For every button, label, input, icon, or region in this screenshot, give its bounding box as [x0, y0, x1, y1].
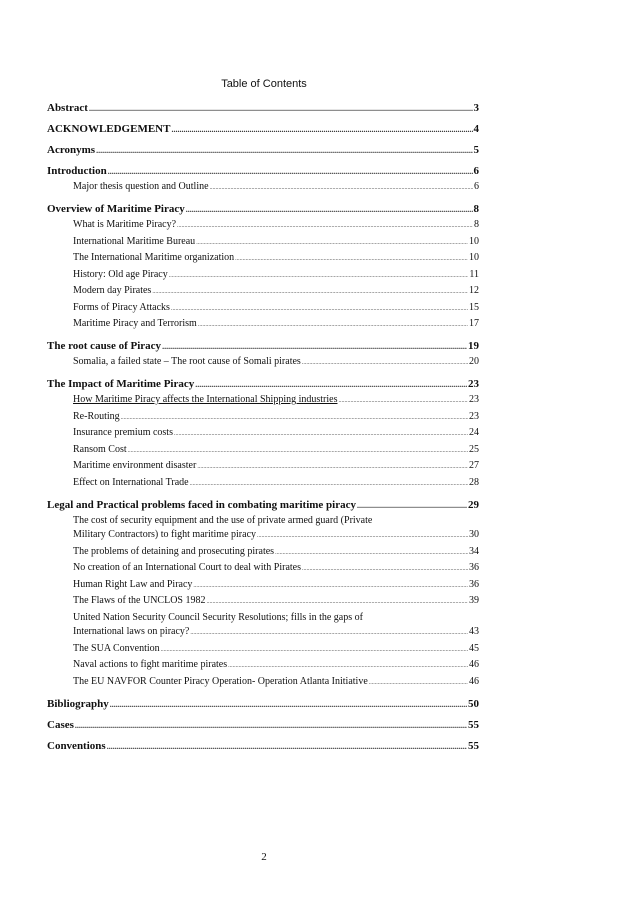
toc-heading-entry[interactable]	[47, 203, 479, 216]
dot-leader	[169, 270, 469, 283]
page-number: 2	[261, 851, 267, 863]
toc-subentry[interactable]	[47, 393, 479, 408]
toc-entry-text: Major thesis question and Outline	[73, 181, 209, 192]
toc-heading-entry[interactable]	[47, 102, 479, 115]
toc-entry-text: Military Contractors) to fight maritime piracy	[73, 529, 257, 540]
toc-entry-text: The Flaws of the UNCLOS 1982	[73, 595, 206, 606]
dot-leader	[357, 499, 467, 512]
toc-entry-text: Ransom Cost	[73, 443, 127, 455]
toc-page-number: 30	[469, 529, 479, 540]
toc-subentry[interactable]	[47, 476, 479, 491]
dot-leader	[195, 378, 467, 391]
dot-leader	[228, 660, 468, 673]
toc-page-number: 3	[473, 102, 479, 114]
toc-subentry[interactable]	[47, 410, 479, 425]
dot-leader	[89, 102, 473, 115]
dot-leader	[207, 596, 469, 609]
toc-entry-text: International laws on piracy?	[73, 626, 190, 637]
dot-leader	[190, 478, 468, 491]
toc-heading-entry[interactable]	[47, 499, 479, 512]
toc-title: Table of Contents	[221, 78, 307, 90]
toc-subentry[interactable]	[47, 594, 479, 609]
dot-leader	[190, 627, 468, 640]
toc-entry-text: Legal and Practical problems faced in combating maritime piracy	[47, 498, 356, 511]
toc-entry-text: The cost of security equipment and the use of private armed guard (Private	[73, 514, 373, 526]
toc-page-number: 24	[469, 427, 479, 438]
toc-entry-text: No creation of an International Court to deal with Pirates	[73, 562, 301, 573]
toc-entry-text: Maritime environment disaster	[73, 460, 197, 471]
toc-page-number: 46	[469, 675, 479, 687]
toc-page-number: 28	[469, 476, 479, 488]
dot-leader	[171, 303, 468, 316]
toc-entry-line[interactable]	[47, 611, 479, 624]
toc-page-number: 17	[469, 318, 479, 329]
toc-subentry[interactable]	[47, 235, 479, 250]
toc-page-number: 27	[469, 460, 479, 471]
toc-entry-text: Re-Routing	[73, 410, 120, 422]
toc-entry-text: Bibliography	[47, 697, 109, 710]
toc-page-number: 39	[469, 595, 479, 606]
dot-leader	[186, 203, 473, 216]
toc-page-number: 23	[468, 378, 479, 390]
toc-entry-text: Maritime Piracy and Terrorism	[73, 318, 197, 329]
toc-entry-text: Insurance premium costs	[73, 427, 173, 438]
toc-subentry[interactable]	[47, 443, 479, 458]
toc-entry-text: Cases	[47, 718, 74, 731]
toc-entry-text: The problems of detaining and prosecuting pirates	[73, 545, 275, 557]
toc-entry-line[interactable]	[47, 514, 479, 527]
toc-heading-entry[interactable]	[47, 740, 479, 753]
toc-subentry[interactable]	[47, 658, 479, 673]
toc-entry-text: The root cause of Piracy	[47, 340, 162, 352]
toc-entry-text: Overview of Maritime Piracy	[47, 203, 185, 215]
dot-leader	[121, 412, 468, 425]
toc-page-number: 43	[469, 626, 479, 637]
dot-leader	[369, 677, 468, 690]
toc-entry-text: Somalia, a failed state – The root cause of Somali pirates	[73, 356, 301, 367]
toc-heading-entry[interactable]	[47, 123, 479, 136]
toc-page-number: 36	[469, 562, 479, 573]
toc-entry-text: Forms of Piracy Attacks	[73, 301, 170, 313]
toc-page-number: 23	[469, 410, 479, 422]
toc-entry-text: ACKNOWLEDGEMENT	[47, 123, 171, 135]
toc-page-number: 12	[469, 285, 479, 296]
toc-page-number: 10	[469, 235, 479, 247]
toc-page-number: 5	[473, 144, 479, 156]
table-of-contents	[47, 102, 479, 761]
toc-entry-text: Naval actions to fight maritime pirates	[73, 659, 228, 670]
toc-entry-text: The International Maritime organization	[73, 252, 235, 263]
toc-subentry[interactable]	[47, 218, 479, 233]
toc-page-number: 36	[469, 578, 479, 590]
dot-leader	[197, 461, 468, 474]
toc-page-number: 25	[469, 443, 479, 455]
toc-subentry[interactable]	[47, 642, 479, 657]
toc-entry-text: Introduction	[47, 165, 107, 177]
dot-leader	[196, 237, 468, 250]
toc-subentry[interactable]	[47, 180, 479, 195]
toc-entry-text: Human Right Law and Piracy	[73, 578, 193, 590]
toc-subentry[interactable]	[47, 355, 479, 370]
toc-subentry[interactable]	[47, 459, 479, 474]
dot-leader	[171, 123, 472, 136]
dot-leader	[198, 319, 468, 332]
toc-page-number: 29	[468, 498, 479, 511]
toc-entry-text: Abstract	[47, 102, 88, 114]
toc-subentry[interactable]	[47, 528, 479, 543]
dot-leader	[107, 740, 467, 753]
toc-page-number: 8	[474, 219, 479, 230]
toc-heading-entry[interactable]	[47, 719, 479, 732]
dot-leader	[75, 719, 467, 732]
toc-subentry[interactable]	[47, 625, 479, 640]
toc-subentry[interactable]	[47, 545, 479, 560]
toc-entry-text: United Nation Security Council Security Resolutions; fills in the gaps of	[73, 611, 363, 623]
toc-heading-entry[interactable]	[47, 698, 479, 711]
toc-page-number: 55	[468, 718, 479, 731]
toc-heading-entry[interactable]	[47, 144, 479, 157]
toc-subentry[interactable]	[47, 561, 479, 576]
dot-leader	[302, 357, 468, 370]
toc-entry-text: The Impact of Maritime Piracy	[47, 378, 195, 390]
toc-subentry[interactable]	[47, 675, 479, 690]
toc-page-number: 8	[473, 203, 479, 215]
toc-heading-entry[interactable]	[47, 165, 479, 178]
toc-page-number: 50	[468, 697, 479, 710]
toc-page-number: 11	[469, 268, 479, 280]
toc-entry-text: Acronyms	[47, 144, 96, 156]
toc-subentry[interactable]	[47, 284, 479, 299]
dot-leader	[338, 395, 468, 408]
toc-entry-text: The EU NAVFOR Counter Piracy Operation- Operation Atlanta Initiative	[73, 675, 368, 687]
dot-leader	[302, 563, 468, 576]
dot-leader	[235, 253, 468, 266]
toc-page-number: 4	[473, 123, 479, 135]
dot-leader	[193, 580, 468, 593]
toc-entry-text: Effect on International Trade	[73, 476, 189, 488]
toc-page-number: 20	[469, 356, 479, 367]
toc-page-number: 34	[469, 545, 479, 557]
toc-page-number: 15	[469, 301, 479, 313]
toc-subentry[interactable]	[47, 251, 479, 266]
toc-entry-text: The SUA Convention	[73, 642, 160, 654]
toc-subentry[interactable]	[47, 317, 479, 332]
toc-page-number: 10	[469, 252, 479, 263]
toc-entry-text: What is Maritime Piracy?	[73, 219, 177, 230]
toc-heading-entry[interactable]	[47, 340, 479, 353]
toc-entry-text: How Maritime Piracy affects the International Shipping industries	[73, 394, 338, 405]
dot-leader	[177, 220, 473, 233]
toc-page-number: 45	[469, 642, 479, 654]
toc-page-number: 55	[468, 739, 479, 752]
toc-page-number: 23	[469, 394, 479, 405]
toc-subentry[interactable]	[47, 268, 479, 283]
dot-leader	[110, 698, 467, 711]
dot-leader	[174, 428, 468, 441]
dot-leader	[210, 182, 473, 195]
toc-subentry[interactable]	[47, 426, 479, 441]
dot-leader	[275, 547, 468, 560]
dot-leader	[257, 530, 468, 543]
toc-heading-entry[interactable]	[47, 378, 479, 391]
toc-page-number: 6	[473, 165, 479, 177]
dot-leader	[108, 165, 473, 178]
toc-entry-text: Modern day Pirates	[73, 285, 152, 296]
toc-page-number: 46	[469, 659, 479, 670]
toc-subentry[interactable]	[47, 301, 479, 316]
dot-leader	[128, 445, 468, 458]
toc-page-number: 6	[474, 181, 479, 192]
toc-subentry[interactable]	[47, 578, 479, 593]
toc-entry-text: History: Old age Piracy	[73, 268, 168, 280]
toc-page-number: 19	[468, 340, 479, 352]
dot-leader	[152, 286, 468, 299]
toc-entry-text: Conventions	[47, 739, 106, 752]
dot-leader	[161, 644, 468, 657]
dot-leader	[96, 144, 472, 157]
dot-leader	[162, 340, 467, 353]
toc-entry-text: International Maritime Bureau	[73, 235, 196, 247]
